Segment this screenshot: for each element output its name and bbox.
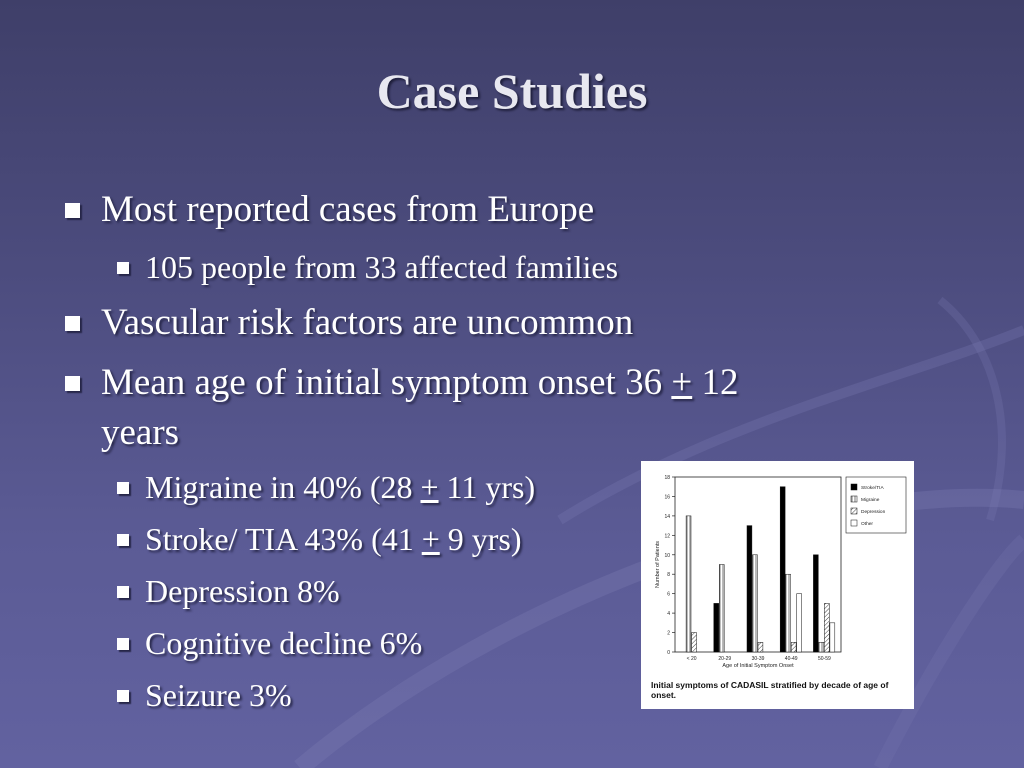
bar-depression-2 <box>758 642 763 652</box>
bullet-text: Stroke/ TIA 43% (41 <box>145 521 422 557</box>
bullet-text: Migraine in 40% (28 <box>145 469 421 505</box>
slide-title: Case Studies <box>376 63 648 119</box>
plus-minus-sign: + <box>421 521 440 557</box>
legend-label: Depression <box>861 510 886 515</box>
y-tick-label: 6 <box>667 591 670 598</box>
plus-minus-sign: + <box>420 469 439 505</box>
bullet-mean-age <box>101 361 738 404</box>
x-tick-label: 20-29 <box>718 656 732 662</box>
x-axis-label: Age of Initial Symptom Onset <box>722 663 794 669</box>
bar-other-3 <box>797 594 802 652</box>
sub-bullet-seizure <box>145 677 292 714</box>
bullet-square-icon <box>117 638 129 650</box>
sub-bullet-cognitive <box>145 625 422 662</box>
bullet-square-icon <box>65 316 80 331</box>
legend-swatch <box>851 496 857 502</box>
chart-figure <box>641 461 914 709</box>
y-tick-label: 2 <box>667 630 670 637</box>
legend-label: Migraine <box>861 498 880 503</box>
bar-migraine-3 <box>786 574 791 652</box>
y-axis-label: Number of Patients <box>655 540 661 589</box>
bullet-text: Seizure 3% <box>145 677 292 713</box>
bullet-text: 105 people from 33 affected families <box>145 249 619 285</box>
y-tick-label: 12 <box>664 533 670 540</box>
legend-swatch <box>851 484 857 490</box>
x-tick-label: 30-39 <box>751 656 765 662</box>
bar-stroke-tia-1 <box>714 603 719 652</box>
bullet-square-icon <box>117 690 129 702</box>
bullet-text: Most reported cases from Europe <box>101 189 595 230</box>
y-tick-label: 4 <box>667 611 670 618</box>
bullet-square-icon <box>65 203 80 218</box>
x-tick-label: 40-49 <box>784 656 798 662</box>
bullet-text: 9 yrs) <box>439 521 522 557</box>
bar-depression-3 <box>791 642 796 652</box>
bullet-square-icon <box>117 482 129 494</box>
bar-stroke-tia-4 <box>813 555 818 652</box>
bar-migraine-2 <box>753 555 758 652</box>
bar-other-4 <box>830 623 835 652</box>
plus-minus-sign: + <box>671 362 693 403</box>
sub-bullet-stroke <box>145 521 522 558</box>
legend-swatch <box>851 520 857 526</box>
x-tick-label: 50-59 <box>818 656 831 662</box>
bullet-text: Vascular risk factors are uncommon <box>101 302 634 343</box>
y-tick-label: 8 <box>667 572 670 579</box>
legend-swatch <box>851 508 857 514</box>
y-tick-label: 10 <box>664 552 670 559</box>
sub-bullet-migraine <box>145 469 535 506</box>
x-tick-label: < 20 <box>686 656 697 662</box>
bullet-square-icon <box>65 376 80 391</box>
bar-chart <box>641 461 914 679</box>
bar-stroke-tia-3 <box>780 487 785 652</box>
y-tick-label: 0 <box>667 650 670 656</box>
bullet-square-icon <box>117 262 129 274</box>
bar-migraine-1 <box>719 565 724 653</box>
bullet-risk-factors <box>101 301 633 344</box>
bullet-square-icon <box>117 534 129 546</box>
bullet-text: 11 yrs) <box>438 469 536 505</box>
bar-migraine-4 <box>819 642 824 652</box>
bullet-text: Mean age of initial symptom onset 36 <box>101 362 672 403</box>
bullet-text: 12 <box>692 362 739 403</box>
bullet-text: years <box>101 412 180 453</box>
bar-migraine-0 <box>686 516 691 652</box>
y-tick-label: 16 <box>664 494 670 501</box>
bullet-text: Depression 8% <box>145 573 340 609</box>
y-tick-label: 18 <box>664 475 670 481</box>
legend-label: Other <box>861 522 873 527</box>
bar-depression-0 <box>692 633 697 652</box>
figure-caption: Initial symptoms of CADASIL stratified by decade of age of onset. <box>651 680 889 700</box>
y-tick-label: 14 <box>664 513 670 520</box>
sub-bullet-families <box>145 249 618 286</box>
bullet-mean-age-line2 <box>101 411 179 454</box>
bullet-europe <box>101 188 594 231</box>
bullet-square-icon <box>117 586 129 598</box>
bar-depression-4 <box>824 603 829 652</box>
bar-stroke-tia-2 <box>747 526 752 652</box>
legend-label: Stroke/TIA <box>861 486 884 491</box>
bullet-text: Cognitive decline 6% <box>145 625 423 661</box>
sub-bullet-depression <box>145 573 340 610</box>
